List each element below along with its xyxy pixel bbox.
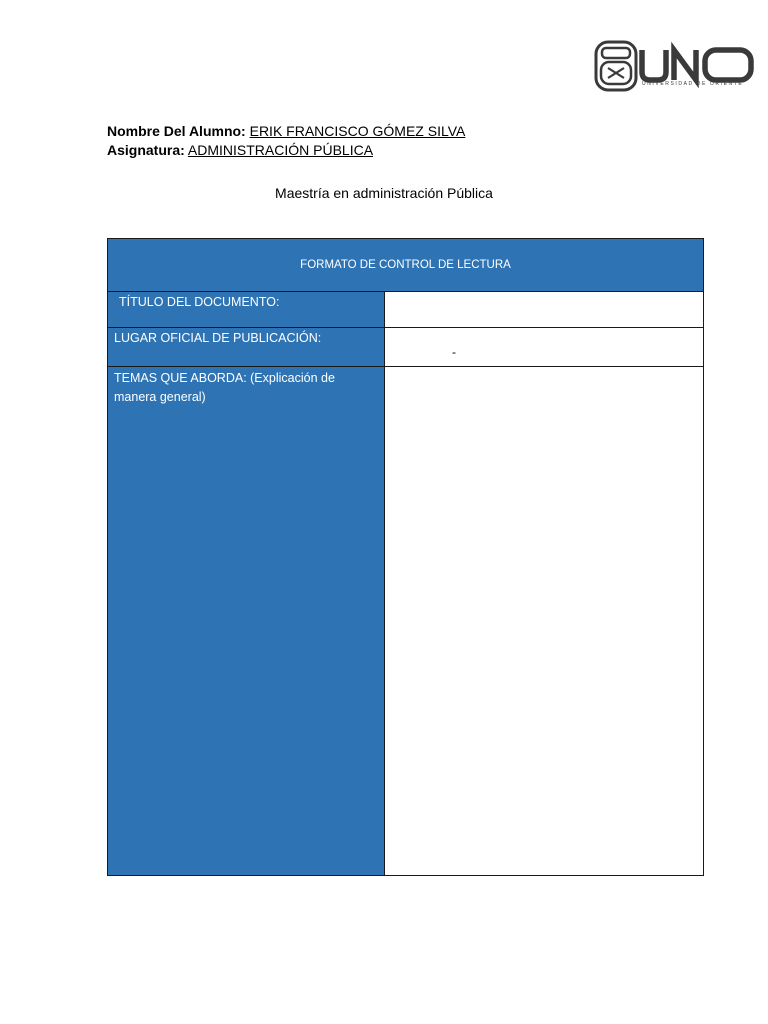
student-name-value: ERIK FRANCISCO GÓMEZ SILVA <box>249 123 466 139</box>
publication-place-label: LUGAR OFICIAL DE PUBLICACIÓN: <box>114 331 322 345</box>
topics-label: TEMAS QUE ABORDA: (Explicación de manera general) <box>114 371 335 404</box>
reading-control-form <box>107 238 704 876</box>
student-name-label: Nombre Del Alumno: <box>107 123 246 139</box>
subject-line <box>107 141 465 160</box>
subject-value: ADMINISTRACIÓN PÚBLICA <box>187 142 374 158</box>
row-divider <box>108 327 703 328</box>
document-title-label: TÍTULO DEL DOCUMENTO: <box>119 295 280 309</box>
subject-label: Asignatura: <box>107 142 185 158</box>
program-subtitle: Maestría en administración Pública <box>275 185 493 201</box>
logo-subtitle: UNIVERSIDAD DE ORIENTE <box>642 81 744 87</box>
row-divider <box>108 366 703 367</box>
form-title: FORMATO DE CONTROL DE LECTURA <box>108 239 703 292</box>
publication-place-value[interactable]: - <box>452 345 456 359</box>
student-info <box>107 122 465 160</box>
uno-logo <box>592 40 756 94</box>
student-name-line <box>107 122 465 141</box>
